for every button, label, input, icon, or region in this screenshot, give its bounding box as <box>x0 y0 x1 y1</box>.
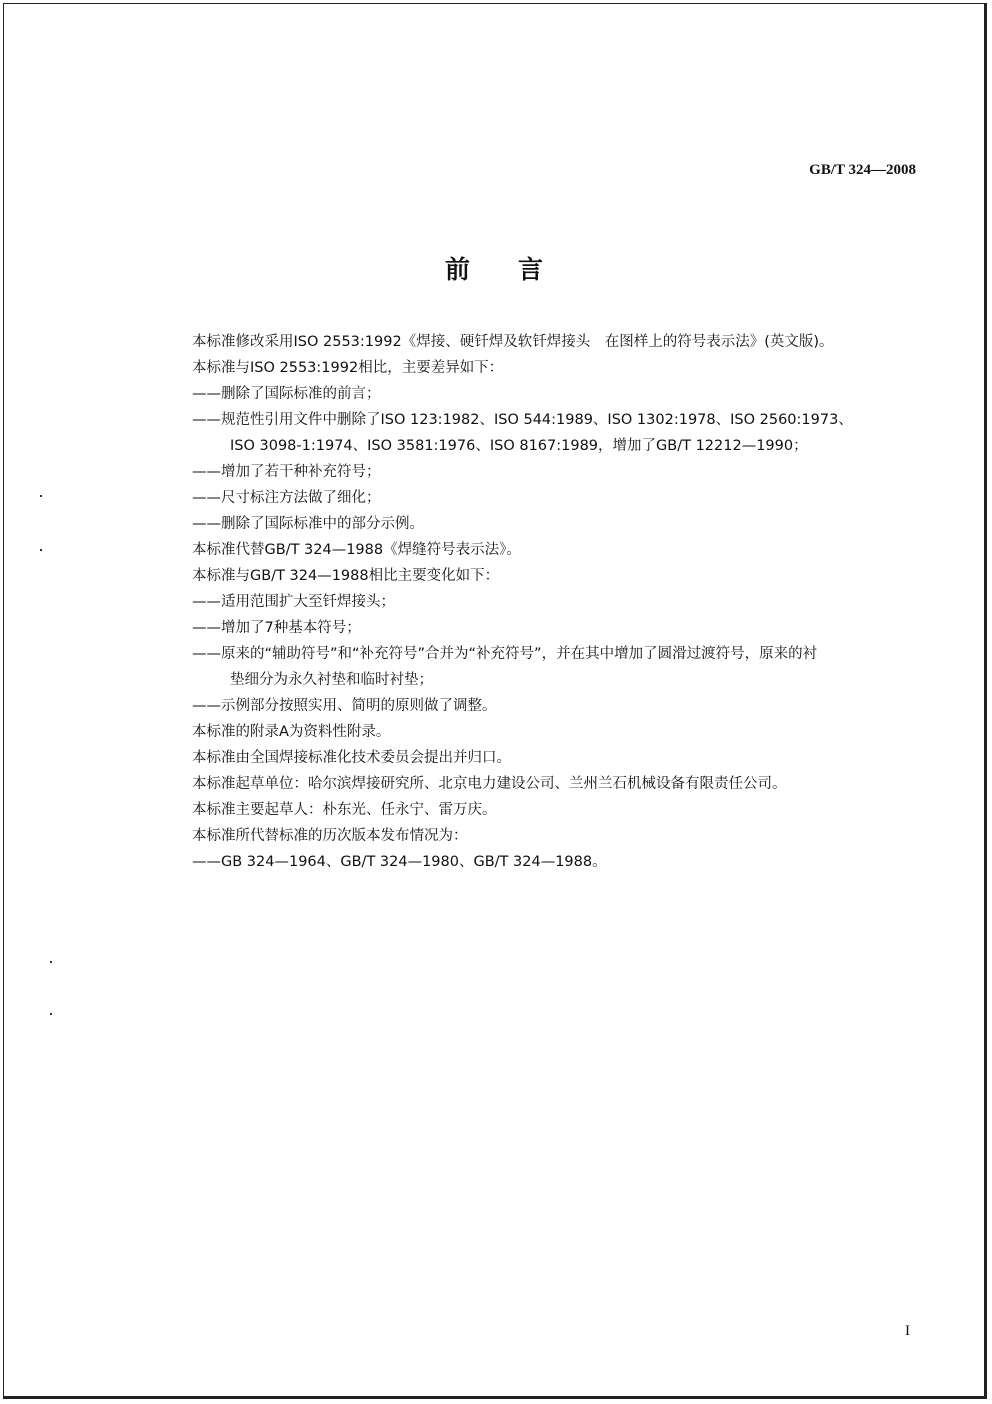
list-item: ——GB 324—1964、GB/T 324—1980、GB/T 324—1988。 <box>192 854 607 870</box>
paragraph-line: 本标准与ISO 2553:1992相比，主要差异如下： <box>192 360 504 376</box>
foreword-body <box>192 329 932 875</box>
paragraph-line: 本标准主要起草人：朴东光、任永宁、雷万庆。 <box>192 802 497 818</box>
list-item: ——尺寸标注方法做了细化； <box>192 490 381 506</box>
list-item: ——适用范围扩大至钎焊接头； <box>192 594 395 610</box>
scan-speck <box>40 495 42 497</box>
document-page <box>3 3 987 1399</box>
list-item-continuation: 垫细分为永久衬垫和临时衬垫； <box>230 672 433 688</box>
list-item: ——增加了若干种补充符号； <box>192 464 381 480</box>
standard-code: GB/T 324—2008 <box>809 162 916 178</box>
list-item-continuation: ISO 3098-1:1974、ISO 3581:1976、ISO 8167:1989，增加了GB/T 12212—1990； <box>230 438 808 454</box>
page-number: I <box>905 1323 910 1339</box>
list-item: ——删除了国际标准的前言； <box>192 386 381 402</box>
page-title: 前言 <box>444 255 591 284</box>
paragraph-line: 本标准修改采用ISO 2553:1992《焊接、硬钎焊及软钎焊接头 在图样上的符号表示法》(英文版)。 <box>192 334 834 350</box>
scan-speck <box>50 961 52 963</box>
list-item: ——规范性引用文件中删除了ISO 123:1982、ISO 544:1989、ISO 1302:1978、ISO 2560:1973、 <box>192 412 853 428</box>
paragraph-line: 本标准起草单位：哈尔滨焊接研究所、北京电力建设公司、兰州兰石机械设备有限责任公司。 <box>192 776 787 792</box>
paragraph-line: 本标准由全国焊接标准化技术委员会提出并归口。 <box>192 750 511 766</box>
paragraph-line: 本标准的附录A为资料性附录。 <box>192 724 391 740</box>
paragraph-line: 本标准所代替标准的历次版本发布情况为： <box>192 828 468 844</box>
scan-speck <box>50 1013 52 1015</box>
paragraph-line: 本标准与GB/T 324—1988相比主要变化如下： <box>192 568 500 584</box>
list-item: ——示例部分按照实用、简明的原则做了调整。 <box>192 698 497 714</box>
scan-speck <box>40 549 42 551</box>
paragraph-line: 本标准代替GB/T 324—1988《焊缝符号表示法》。 <box>192 542 521 558</box>
list-item: ——增加了7种基本符号； <box>192 620 361 636</box>
list-item: ——删除了国际标准中的部分示例。 <box>192 516 424 532</box>
list-item: ——原来的“辅助符号”和“补充符号”合并为“补充符号”，并在其中增加了圆滑过渡符号，原来的衬 <box>192 646 818 662</box>
